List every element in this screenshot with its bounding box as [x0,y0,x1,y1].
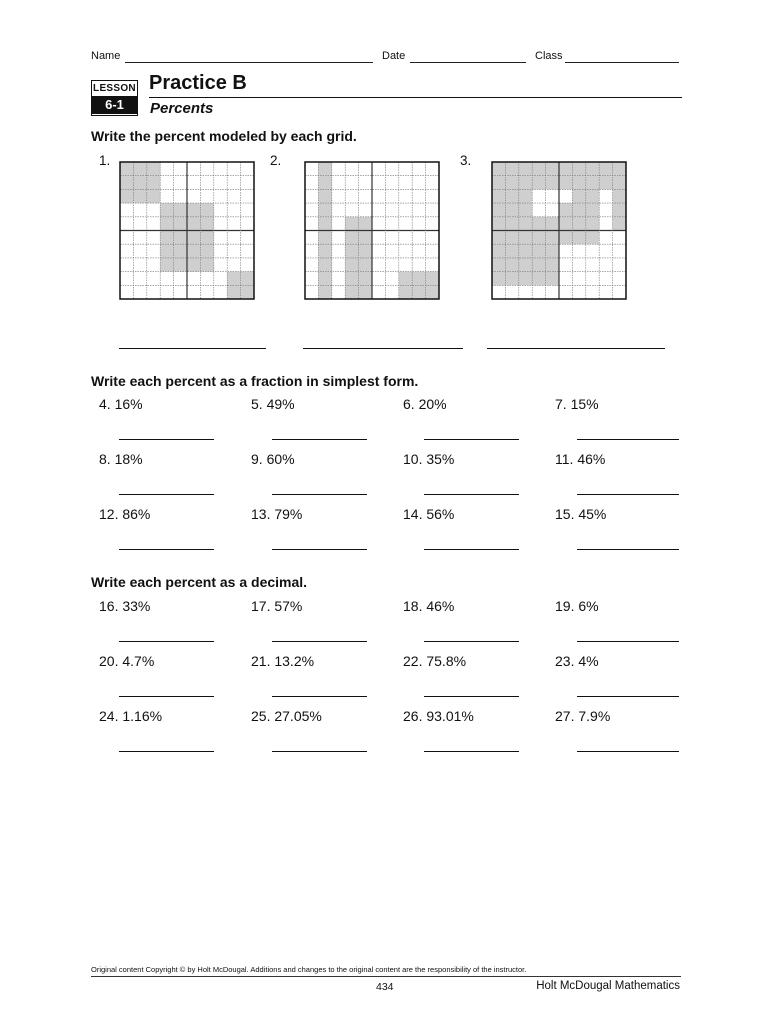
lesson-number: 6-1 [92,96,137,114]
section1-instruction: Write the percent modeled by each grid. [91,128,357,144]
answer-line[interactable] [577,439,679,440]
problem-item: 11. 46% [555,451,606,467]
shaded-cell [187,203,200,217]
shaded-cell [345,244,358,258]
answer-line-3[interactable] [487,348,665,349]
shaded-cell [586,176,599,190]
shaded-cell [505,231,518,245]
problem-item: 26. 93.01% [403,708,474,724]
shaded-cell [532,162,545,176]
shaded-cell [572,217,585,231]
section2-instruction: Write each percent as a fraction in simplest form. [91,373,419,389]
shaded-cell [559,176,572,190]
answer-line[interactable] [577,751,679,752]
shaded-cell [572,176,585,190]
answer-line[interactable] [577,641,679,642]
hundred-grid-2 [304,161,440,300]
shaded-cell [412,272,425,286]
shaded-cell [586,217,599,231]
shaded-cell [426,272,439,286]
shaded-cell [532,244,545,258]
shaded-cell [200,258,213,272]
shaded-cell [505,244,518,258]
shaded-cell [492,231,505,245]
shaded-cell [519,244,532,258]
shaded-cell [519,231,532,245]
shaded-cell [187,244,200,258]
problem-item: 27. 7.9% [555,708,611,724]
title-divider [149,97,682,98]
answer-line-2[interactable] [303,348,463,349]
shaded-cell [187,258,200,272]
answer-line[interactable] [577,494,679,495]
shaded-cell [586,203,599,217]
shaded-cell [187,217,200,231]
shaded-cell [492,176,505,190]
problem-item: 25. 27.05% [251,708,322,724]
shaded-cell [318,244,331,258]
shaded-cell [546,217,559,231]
publisher-name: Holt McDougal Mathematics [536,980,680,992]
shaded-cell [519,162,532,176]
problem-item: 17. 57% [251,598,303,614]
shaded-cell [492,272,505,286]
answer-line[interactable] [272,439,367,440]
shaded-cell [187,231,200,245]
shaded-cell [359,231,372,245]
shaded-cell [200,217,213,231]
answer-line[interactable] [272,641,367,642]
problem-item: 22. 75.8% [403,653,467,669]
problem-item: 5. 49% [251,396,295,412]
problem-item: 23. 4% [555,653,599,669]
shaded-cell [546,176,559,190]
problem-item: 9. 60% [251,451,295,467]
shaded-cell [586,162,599,176]
shaded-cell [519,217,532,231]
page-number: 434 [376,981,394,993]
shaded-cell [200,244,213,258]
shaded-cell [174,258,187,272]
shaded-cell [559,162,572,176]
shaded-cell [532,217,545,231]
date-field[interactable] [410,62,526,63]
shaded-cell [572,231,585,245]
hundred-grid-1 [119,161,255,300]
shaded-cell [120,162,133,176]
shaded-cell [505,203,518,217]
hundred-grid-3 [491,161,627,300]
shaded-cell [318,176,331,190]
shaded-cell [147,189,160,203]
shaded-cell [399,285,412,299]
lesson-badge [91,80,138,116]
shaded-cell [345,272,358,286]
shaded-cell [572,162,585,176]
shaded-cell [160,244,173,258]
shaded-cell [613,162,626,176]
shaded-cell [532,176,545,190]
answer-line[interactable] [424,751,519,752]
shaded-cell [492,217,505,231]
shaded-cell [532,272,545,286]
problem-2-label: 2. [270,153,282,168]
answer-line[interactable] [119,641,214,642]
shaded-cell [505,162,518,176]
answer-line[interactable] [424,641,519,642]
answer-line[interactable] [119,696,214,697]
shaded-cell [318,231,331,245]
shaded-cell [120,176,133,190]
class-label: Class [535,50,563,62]
problem-item: 13. 79% [251,506,303,522]
lesson-tag: LESSON [93,83,136,94]
shaded-cell [345,285,358,299]
shaded-cell [133,176,146,190]
problem-item: 21. 13.2% [251,653,315,669]
shaded-cell [399,272,412,286]
answer-line[interactable] [272,696,367,697]
shaded-cell [174,217,187,231]
problem-item: 20. 4.7% [99,653,155,669]
shaded-cell [613,217,626,231]
answer-line[interactable] [577,549,679,550]
answer-line[interactable] [272,751,367,752]
shaded-cell [345,258,358,272]
answer-line[interactable] [119,439,214,440]
shaded-cell [519,272,532,286]
answer-line[interactable] [119,494,214,495]
class-field[interactable] [565,62,679,63]
shaded-cell [572,203,585,217]
shaded-cell [227,285,240,299]
shaded-cell [147,162,160,176]
page-subtitle: Percents [150,100,214,117]
answer-line[interactable] [272,494,367,495]
shaded-cell [345,231,358,245]
problem-item: 24. 1.16% [99,708,163,724]
shaded-cell [532,231,545,245]
answer-line[interactable] [424,439,519,440]
shaded-cell [613,176,626,190]
shaded-cell [505,258,518,272]
shaded-cell [200,231,213,245]
shaded-cell [318,162,331,176]
date-label: Date [382,50,406,62]
section3-instruction: Write each percent as a decimal. [91,574,308,590]
shaded-cell [160,217,173,231]
shaded-cell [359,285,372,299]
problem-3-label: 3. [460,153,472,168]
problem-item: 4. 16% [99,396,143,412]
problem-item: 16. 33% [99,598,151,614]
shaded-cell [492,258,505,272]
shaded-cell [120,189,133,203]
shaded-cell [532,258,545,272]
shaded-cell [546,272,559,286]
shaded-cell [160,203,173,217]
shaded-cell [318,217,331,231]
shaded-cell [241,272,254,286]
shaded-cell [160,258,173,272]
shaded-cell [559,217,572,231]
shaded-cell [492,189,505,203]
problem-item: 6. 20% [403,396,447,412]
shaded-cell [572,189,585,203]
answer-line[interactable] [424,494,519,495]
answer-line[interactable] [272,549,367,550]
shaded-cell [505,176,518,190]
answer-line[interactable] [577,696,679,697]
name-label: Name [91,50,121,62]
shaded-cell [174,203,187,217]
problem-item: 18. 46% [403,598,455,614]
shaded-cell [492,244,505,258]
name-field[interactable] [125,62,373,63]
shaded-cell [318,285,331,299]
problem-item: 15. 45% [555,506,607,522]
problem-item: 7. 15% [555,396,599,412]
problem-item: 12. 86% [99,506,151,522]
answer-line[interactable] [119,549,214,550]
shaded-cell [426,285,439,299]
answer-line-1[interactable] [119,348,266,349]
shaded-cell [519,189,532,203]
problem-item: 19. 6% [555,598,599,614]
shaded-cell [492,162,505,176]
shaded-cell [359,258,372,272]
answer-line[interactable] [119,751,214,752]
shaded-cell [318,258,331,272]
shaded-cell [227,272,240,286]
shaded-cell [492,203,505,217]
page-title: Practice B [149,72,247,94]
shaded-cell [613,189,626,203]
shaded-cell [613,203,626,217]
shaded-cell [241,285,254,299]
answer-line[interactable] [424,696,519,697]
shaded-cell [559,231,572,245]
shaded-cell [345,217,358,231]
shaded-cell [359,272,372,286]
shaded-cell [546,162,559,176]
shaded-cell [412,285,425,299]
shaded-cell [599,162,612,176]
shaded-cell [505,189,518,203]
shaded-cell [318,189,331,203]
problem-item: 10. 35% [403,451,455,467]
shaded-cell [318,203,331,217]
shaded-cell [174,244,187,258]
shaded-cell [546,258,559,272]
shaded-cell [505,217,518,231]
shaded-cell [519,258,532,272]
shaded-cell [147,176,160,190]
shaded-cell [546,244,559,258]
footer-divider [91,976,681,977]
shaded-cell [200,203,213,217]
answer-line[interactable] [424,549,519,550]
shaded-cell [586,231,599,245]
shaded-cell [160,231,173,245]
shaded-cell [359,217,372,231]
shaded-cell [318,272,331,286]
problem-item: 8. 18% [99,451,143,467]
shaded-cell [133,189,146,203]
problem-1-label: 1. [99,153,111,168]
shaded-cell [505,272,518,286]
shaded-cell [546,231,559,245]
copyright-notice: Original content Copyright © by Holt McDougal. Additions and changes to the original content are the responsibility of the instructor. [91,965,527,974]
shaded-cell [174,231,187,245]
shaded-cell [519,176,532,190]
shaded-cell [519,203,532,217]
shaded-cell [599,176,612,190]
problem-item: 14. 56% [403,506,455,522]
shaded-cell [359,244,372,258]
shaded-cell [559,203,572,217]
shaded-cell [133,162,146,176]
shaded-cell [586,189,599,203]
